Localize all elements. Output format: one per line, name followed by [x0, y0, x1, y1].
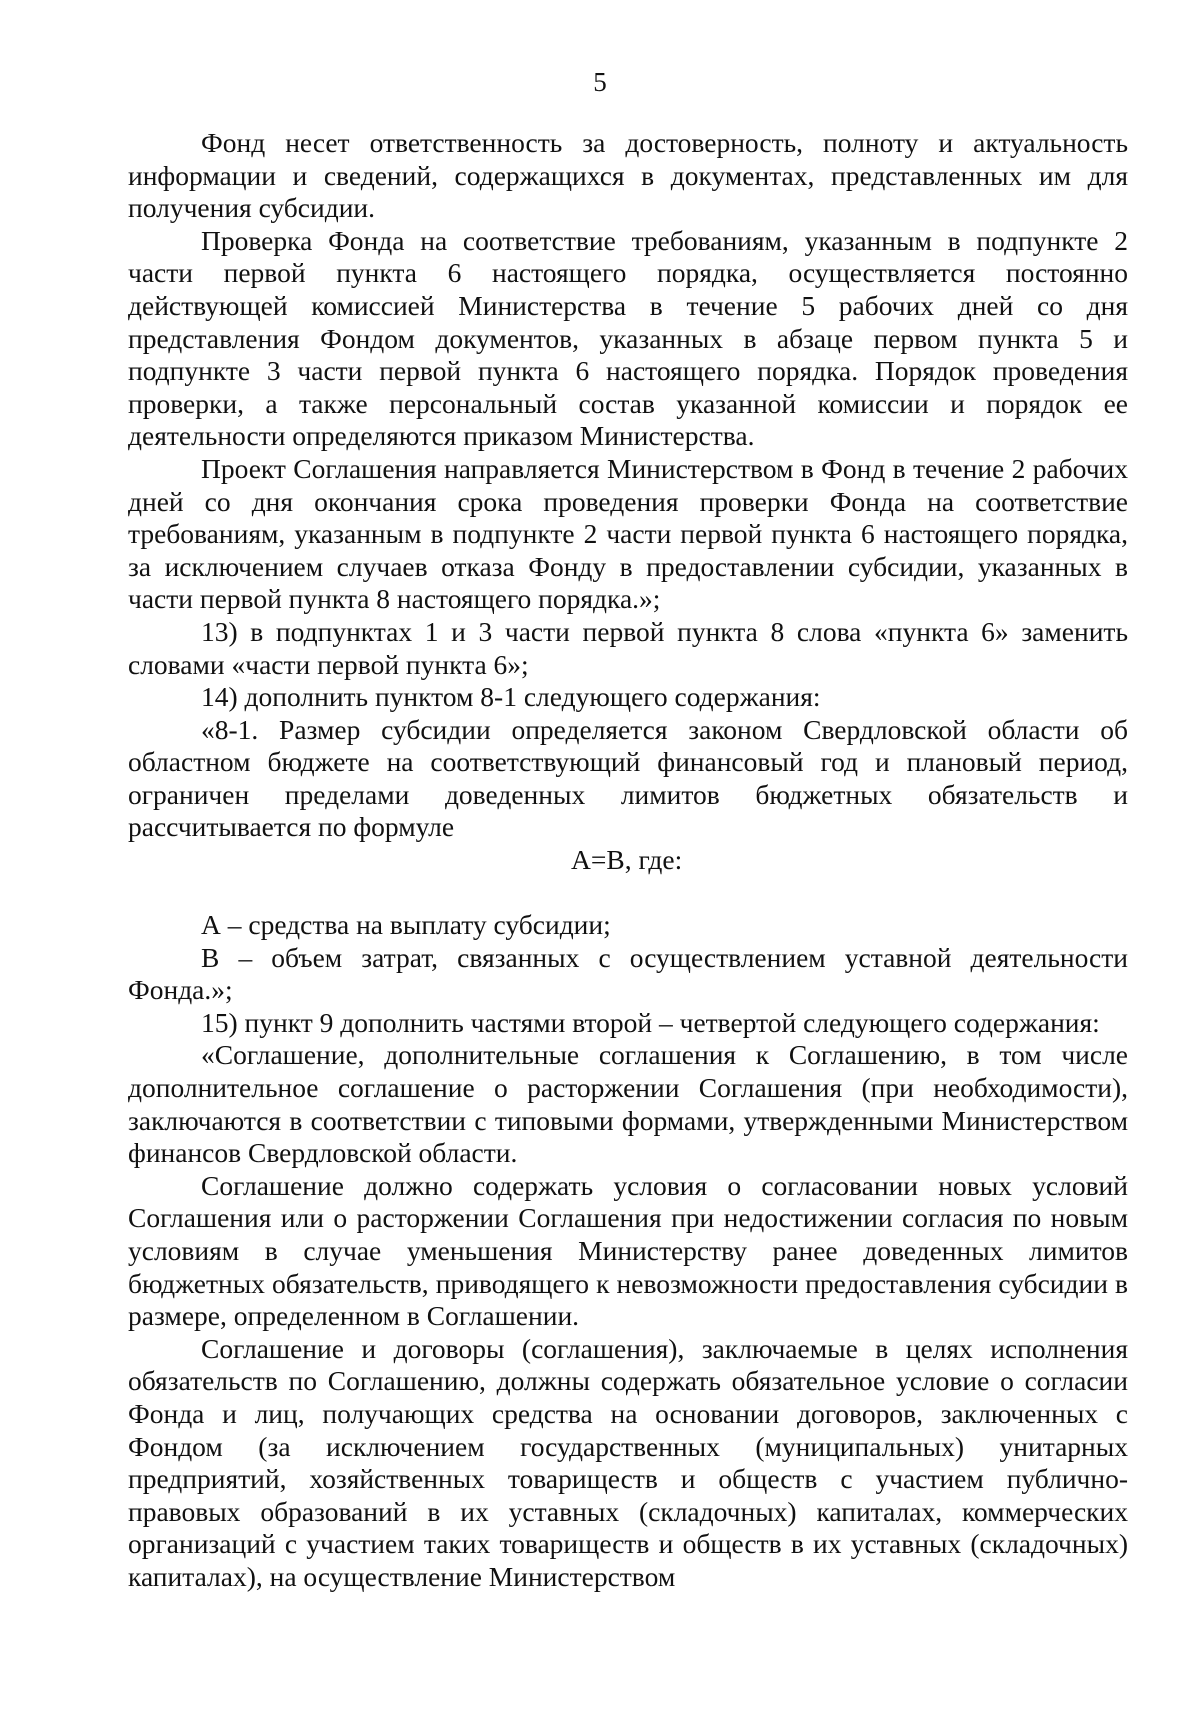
paragraph-agreement-forms: «Соглашение, дополнительные соглашения к Соглашению, в том числе дополнительное соглашение о расторжении Соглашения (при необходимости), заключаются в соответствии с типовыми формами, утвержденными Министерством финансов Свердловской области. [128, 1039, 1128, 1169]
paragraph-item-8-1: «8-1. Размер субсидии определяется законом Свердловской области об областном бюджете на соответствующий финансовый год и плановый период, ограничен пределами доведенных лимитов бюджетных обязательств и рассчитывается по формуле [128, 713, 1128, 843]
document-body [128, 127, 1128, 1594]
paragraph-definition-a: А – средства на выплату субсидии; [201, 909, 611, 941]
paragraph-fund-responsibility: Фонд несет ответственность за достоверность, полноту и актуальность информации и сведений, содержащихся в документах, представленных им для получения субсидии. [128, 127, 1128, 224]
paragraph-item-14: 14) дополнить пунктом 8-1 следующего содержания: [201, 681, 821, 713]
formula: А=В, где: [571, 844, 683, 876]
paragraph-agreement-conditions: Соглашение должно содержать условия о согласовании новых условий Соглашения или о расторжении Соглашения при недостижении согласия по новым условиям в случае уменьшения Министерству ранее доведенных лимитов бюджетных обязательств, приводящего к невозможности предоставления субсидии в размере, определенном в Соглашении. [128, 1169, 1128, 1332]
paragraph-item-15: 15) пункт 9 дополнить частями второй – четвертой следующего содержания: [201, 1006, 1100, 1038]
paragraph-item-13: 13) в подпунктах 1 и 3 части первой пункта 8 слова «пункта 6» заменить словами «части первой пункта 6»; [128, 615, 1128, 680]
page-number: 5 [593, 67, 607, 97]
paragraph-fund-verification: Проверка Фонда на соответствие требованиям, указанным в подпункте 2 части первой пункта 6 настоящего порядка, осуществляется постоянно действующей комиссией Министерства в течение 5 рабочих дней со дня представления Фондом документов, указанных в абзаце первом пункта 5 и подпункте 3 части первой пункта 6 настоящего порядка. Порядок проведения проверки, а также персональный состав указанной комиссии и порядок ее деятельности определяются приказом Министерства. [128, 224, 1128, 452]
paragraph-definition-b: В – объем затрат, связанных с осуществлением уставной деятельности Фонда.»; [128, 941, 1128, 1006]
paragraph-agreement-draft: Проект Соглашения направляется Министерством в Фонд в течение 2 рабочих дней со дня окончания срока проведения проверки Фонда на соответствие требованиям, указанным в подпункте 2 части первой пункта 6 настоящего порядка, за исключением случаев отказа Фонду в предоставлении субсидии, указанных в части первой пункта 8 настоящего порядка.»; [128, 452, 1128, 615]
paragraph-agreement-consent: Соглашение и договоры (соглашения), заключаемые в целях исполнения обязательств по Соглашению, должны содержать обязательное условие о согласии Фонда и лиц, получающих средства на основании договоров, заключенных с Фондом (за исключением государственных (муниципальных) унитарных предприятий, хозяйственных товариществ и обществ с участием публично-правовых образований в их уставных (складочных) капиталах, коммерческих организаций с участием таких товариществ и обществ в их уставных (складочных) капиталах), на осуществление Министерством [128, 1332, 1128, 1592]
